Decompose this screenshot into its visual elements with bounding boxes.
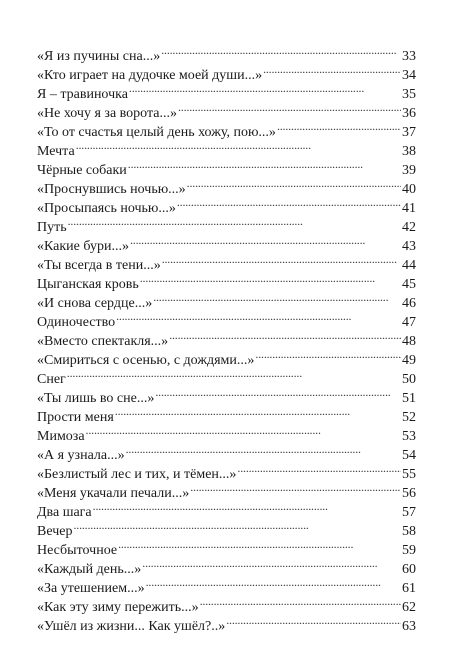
toc-entry-page: 44 [402,258,416,273]
toc-entry[interactable] [37,231,416,254]
toc-dot-leader [155,383,401,402]
toc-entry-page: 41 [402,201,416,216]
toc-entry-title: «Вместо спектакля...» [37,334,169,349]
toc-entry-title: «То от счастья целый день хожу, пою...» [37,125,276,140]
toc-entry[interactable] [37,155,416,178]
toc-entry-title: «Проснувшись ночью...» [37,182,186,197]
toc-dot-leader [146,573,401,592]
toc-entry-title: Два шага [37,505,92,520]
toc-dot-leader [76,136,401,155]
toc-dot-leader [187,174,401,193]
toc-entry[interactable] [37,535,416,558]
toc-dot-leader [115,402,401,421]
toc-entry-page: 62 [402,600,416,615]
toc-entry[interactable] [37,41,416,64]
toc-dot-leader [237,459,401,478]
toc-entry-page: 48 [402,334,416,349]
toc-entry-title: Цыганская кровь [37,277,139,292]
toc-entry-title: Вечер [37,524,73,539]
toc-entry-page: 42 [402,220,416,235]
toc-entry-title: «Я из пучины сна...» [37,49,161,64]
toc-dot-leader [68,212,401,231]
toc-entry-page: 52 [402,410,416,425]
toc-entry-page: 46 [402,296,416,311]
toc-dot-leader [93,497,401,516]
toc-entry-page: 60 [402,562,416,577]
toc-entry-title: «Безлистый лес и тих, и тёмен...» [37,467,237,482]
toc-dot-leader [161,41,401,60]
toc-entry-page: 43 [402,239,416,254]
toc-dot-leader [130,231,401,250]
toc-entry-title: «Просыпаясь ночью...» [37,201,176,216]
toc-entry-title: Мимоза [37,429,85,444]
toc-entry-page: 38 [402,144,416,159]
toc-entry-page: 39 [402,163,416,178]
toc-entry-title: Одиночество [37,315,116,330]
toc-dot-leader [162,250,401,269]
toc-entry-title: Несбыточное [37,543,118,558]
toc-entry-page: 47 [402,315,416,330]
toc-entry[interactable] [37,383,416,406]
toc-entry-title: «Не хочу я за ворота...» [37,106,177,121]
toc-entry-title: Мечта [37,144,75,159]
toc-dot-leader [200,592,401,611]
toc-dot-leader [177,193,401,212]
toc-entry-page: 40 [402,182,416,197]
toc-dot-leader [178,98,401,117]
toc-entry-page: 63 [402,619,416,634]
toc-dot-leader [226,611,401,630]
toc-dot-leader [116,307,401,326]
toc-entry-page: 37 [402,125,416,140]
toc-entry-page: 45 [402,277,416,292]
toc-entry-page: 61 [402,581,416,596]
toc-entry-page: 58 [402,524,416,539]
toc-entry[interactable] [37,421,416,444]
toc-entry-title: «И снова сердце...» [37,296,153,311]
toc-entry-page: 51 [402,391,416,406]
toc-entry-title: Прости меня [37,410,114,425]
toc-entry-page: 55 [402,467,416,482]
toc-dot-leader [153,288,401,307]
toc-entry[interactable] [37,497,416,520]
toc-entry-page: 57 [402,505,416,520]
toc-entry-title: Я – травиночка [37,87,128,102]
toc-entry[interactable] [37,212,416,235]
toc-dot-leader [277,117,401,136]
toc-entry-title: Чёрные собаки [37,163,127,178]
toc-entry-page: 34 [402,68,416,83]
toc-entry-page: 56 [402,486,416,501]
toc-entry[interactable] [37,364,416,387]
toc-dot-leader [255,345,401,364]
toc-entry-title: Снег [37,372,66,387]
toc-entry-title: «Каждый день...» [37,562,142,577]
toc-dot-leader [169,326,401,345]
toc-dot-leader [67,364,401,383]
toc-dot-leader [263,60,401,79]
toc-entry-page: 59 [402,543,416,558]
toc-entry-title: Путь [37,220,67,235]
toc-entry-title: «Ты всегда в тени...» [37,258,161,273]
toc-entry-page: 53 [402,429,416,444]
toc-entry-title: «Ты лишь во сне...» [37,391,155,406]
toc-dot-leader [129,79,401,98]
toc-entry-title: «Меня укачали печали...» [37,486,190,501]
toc-entry-page: 54 [402,448,416,463]
toc-entry-page: 36 [402,106,416,121]
toc-entry[interactable] [37,516,416,539]
toc-entry-title: «Ушёл из жизни... Как ушёл?..» [37,619,226,634]
toc-entry-title: «А я узнала...» [37,448,125,463]
toc-entry[interactable] [37,440,416,463]
toc-entry-title: «Кто играет на дудочке моей души...» [37,68,263,83]
toc-dot-leader [126,440,401,459]
table-of-contents [37,41,416,634]
toc-entry-page: 50 [402,372,416,387]
toc-entry[interactable] [37,136,416,159]
toc-dot-leader [73,516,401,535]
toc-entry-title: «Как эту зиму пережить...» [37,600,199,615]
toc-dot-leader [118,535,401,554]
toc-dot-leader [190,478,401,497]
toc-dot-leader [142,554,401,573]
toc-dot-leader [86,421,401,440]
toc-entry-page: 35 [402,87,416,102]
toc-dot-leader [128,155,401,174]
toc-entry-title: «Какие бури...» [37,239,129,254]
toc-entry-page: 49 [402,353,416,368]
toc-entry-title: «За утешением...» [37,581,145,596]
toc-dot-leader [140,269,401,288]
toc-entry-title: «Смириться с осенью, с дождями...» [37,353,255,368]
toc-entry-page: 33 [402,49,416,64]
